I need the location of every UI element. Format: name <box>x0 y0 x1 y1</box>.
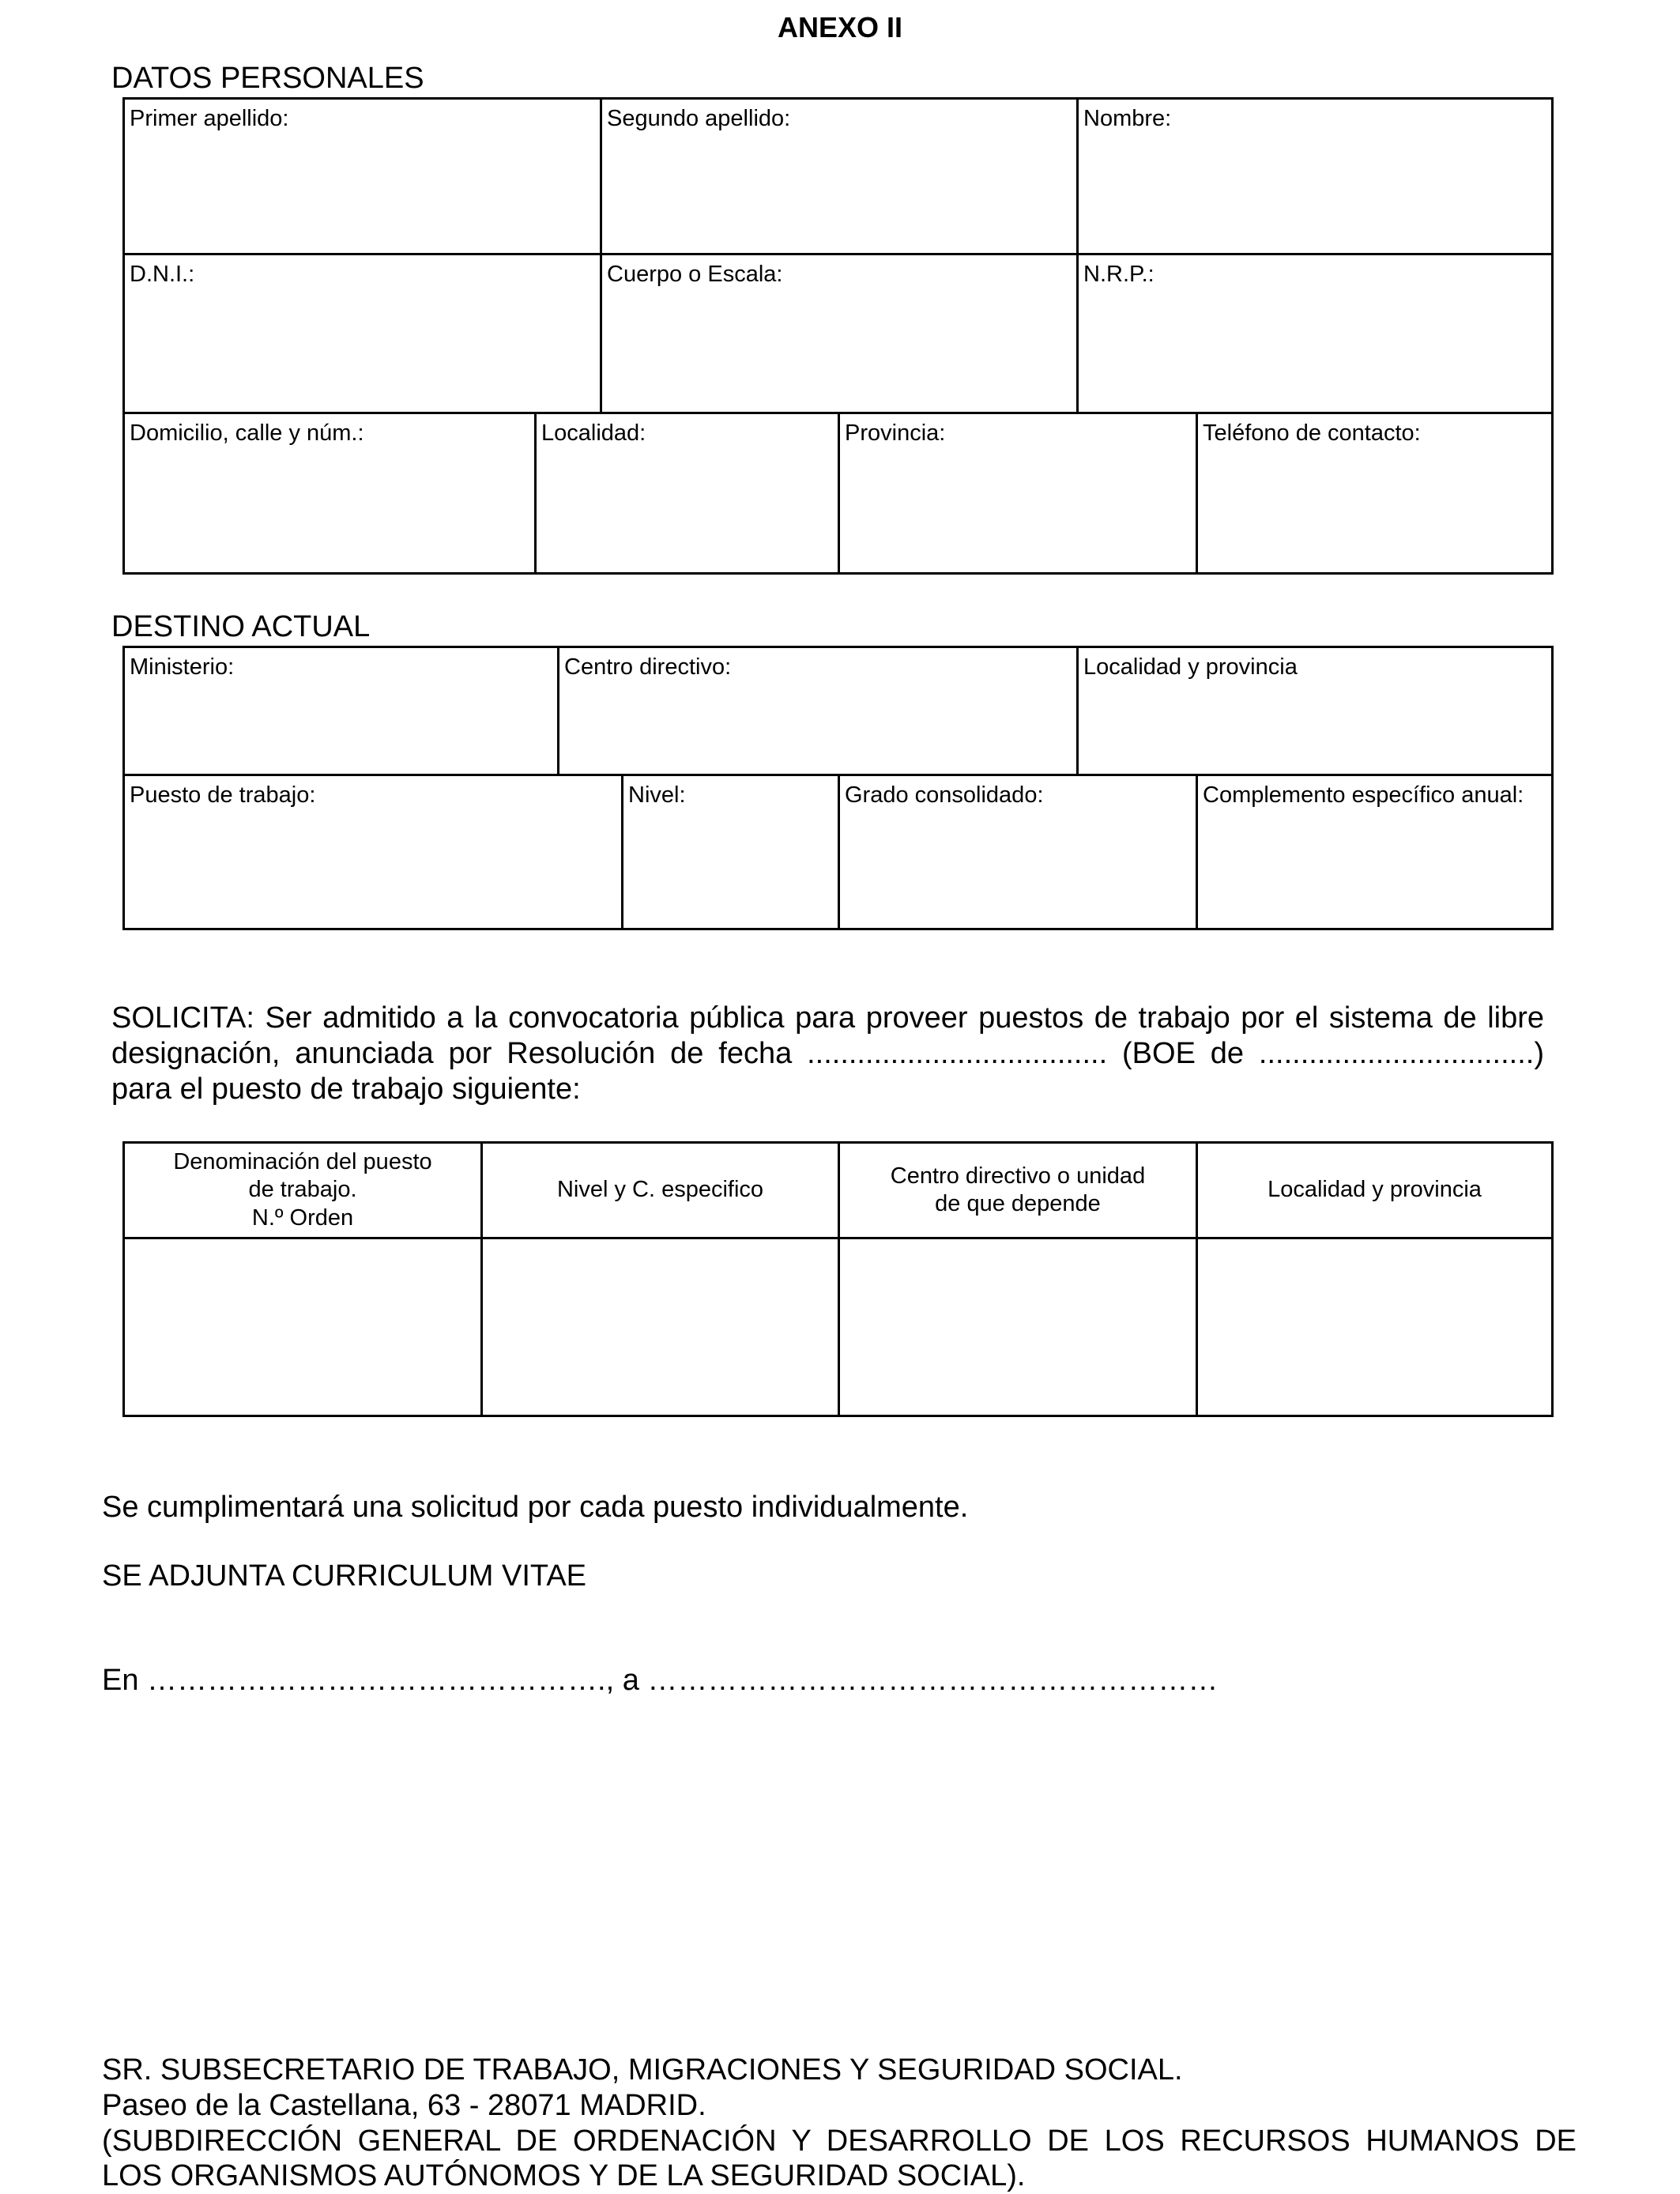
header-line: N.º Orden <box>251 1204 354 1231</box>
field-nivel[interactable] <box>621 774 840 930</box>
field-label: Grado consolidado: <box>845 782 1044 808</box>
field-label: Segundo apellido: <box>607 106 791 131</box>
header-line: Denominación del puesto <box>173 1148 432 1174</box>
section-heading-destino-actual: DESTINO ACTUAL <box>111 610 371 643</box>
table-header-localidad <box>1196 1141 1554 1239</box>
field-ministerio[interactable] <box>122 646 559 776</box>
note-individual: Se cumplimentará una solicitud por cada puesto individualmente. <box>102 1491 969 1524</box>
field-label: Teléfono de contacto: <box>1203 420 1421 446</box>
field-label: Primer apellido: <box>130 106 289 131</box>
field-label: Complemento específico anual: <box>1203 782 1524 808</box>
field-label: Localidad y provincia <box>1083 654 1298 680</box>
field-complemento-especifico[interactable] <box>1196 774 1554 930</box>
field-label: Cuerpo o Escala: <box>607 262 783 287</box>
table-header-denominacion <box>122 1141 483 1239</box>
field-label: Localidad: <box>541 420 646 446</box>
field-label: Nombre: <box>1083 106 1172 131</box>
header-line: de trabajo. <box>248 1177 357 1203</box>
field-grado-consolidado[interactable] <box>838 774 1198 930</box>
solicita-line-2: designación, anunciada por Resolución de fecha .................................... (BOE de .................................) <box>111 1036 1544 1070</box>
solicita-paragraph <box>111 1001 1544 1106</box>
field-label: Domicilio, calle y núm.: <box>130 420 364 446</box>
table-cell-localidad[interactable] <box>1196 1237 1554 1417</box>
field-label: N.R.P.: <box>1083 262 1155 287</box>
field-label: Puesto de trabajo: <box>130 782 316 808</box>
field-label: D.N.I.: <box>130 262 195 287</box>
table-header-nivel <box>480 1141 840 1239</box>
field-centro-directivo[interactable] <box>557 646 1079 776</box>
addressee-line-2: Paseo de la Castellana, 63 - 28071 MADRID. <box>102 2088 706 2122</box>
field-dni[interactable] <box>122 253 602 414</box>
header-line: Nivel y C. especifico <box>556 1177 764 1203</box>
solicita-line-3: para el puesto de trabajo siguiente: <box>111 1072 581 1106</box>
addressee-line-4: LOS ORGANISMOS AUTÓNOMOS Y DE LA SEGURIDAD SOCIAL). <box>102 2159 1026 2193</box>
field-domicilio[interactable] <box>122 412 537 575</box>
addressee-line-1: SR. SUBSECRETARIO DE TRABAJO, MIGRACIONES Y SEGURIDAD SOCIAL. <box>102 2053 1183 2087</box>
field-segundo-apellido[interactable] <box>600 97 1079 255</box>
field-nrp[interactable] <box>1076 253 1554 414</box>
header-line: Localidad y provincia <box>1268 1177 1482 1203</box>
place-date-line: En ………………………………………., a ………………………………………………… <box>102 1664 1219 1697</box>
field-label: Nivel: <box>628 782 686 808</box>
field-label: Provincia: <box>845 420 946 446</box>
field-provincia[interactable] <box>838 412 1198 575</box>
header-line: Centro directivo o unidad <box>890 1163 1146 1189</box>
field-label: Centro directivo: <box>564 654 732 680</box>
document-title: ANEXO II <box>777 11 903 43</box>
field-localidad[interactable] <box>534 412 840 575</box>
table-header-centro-directivo <box>838 1141 1198 1239</box>
field-localidad-provincia[interactable] <box>1076 646 1554 776</box>
table-cell-centro-directivo[interactable] <box>838 1237 1198 1417</box>
table-cell-denominacion[interactable] <box>122 1237 483 1417</box>
field-puesto-trabajo[interactable] <box>122 774 623 930</box>
field-label: Ministerio: <box>130 654 235 680</box>
header-line: de que depende <box>935 1191 1101 1216</box>
table-cell-nivel[interactable] <box>480 1237 840 1417</box>
addressee-block <box>102 2053 1576 2194</box>
field-telefono[interactable] <box>1196 412 1554 575</box>
field-nombre[interactable] <box>1076 97 1554 255</box>
note-curriculum: SE ADJUNTA CURRICULUM VITAE <box>102 1559 587 1593</box>
field-cuerpo-escala[interactable] <box>600 253 1079 414</box>
field-primer-apellido[interactable] <box>122 97 602 255</box>
addressee-line-3: (SUBDIRECCIÓN GENERAL DE ORDENACIÓN Y DESARROLLO DE LOS RECURSOS HUMANOS DE <box>102 2124 1576 2158</box>
solicita-line-1: SOLICITA: Ser admitido a la convocatoria pública para proveer puestos de trabajo por el sistema de libre <box>111 1001 1544 1035</box>
section-heading-datos-personales: DATOS PERSONALES <box>111 62 424 95</box>
